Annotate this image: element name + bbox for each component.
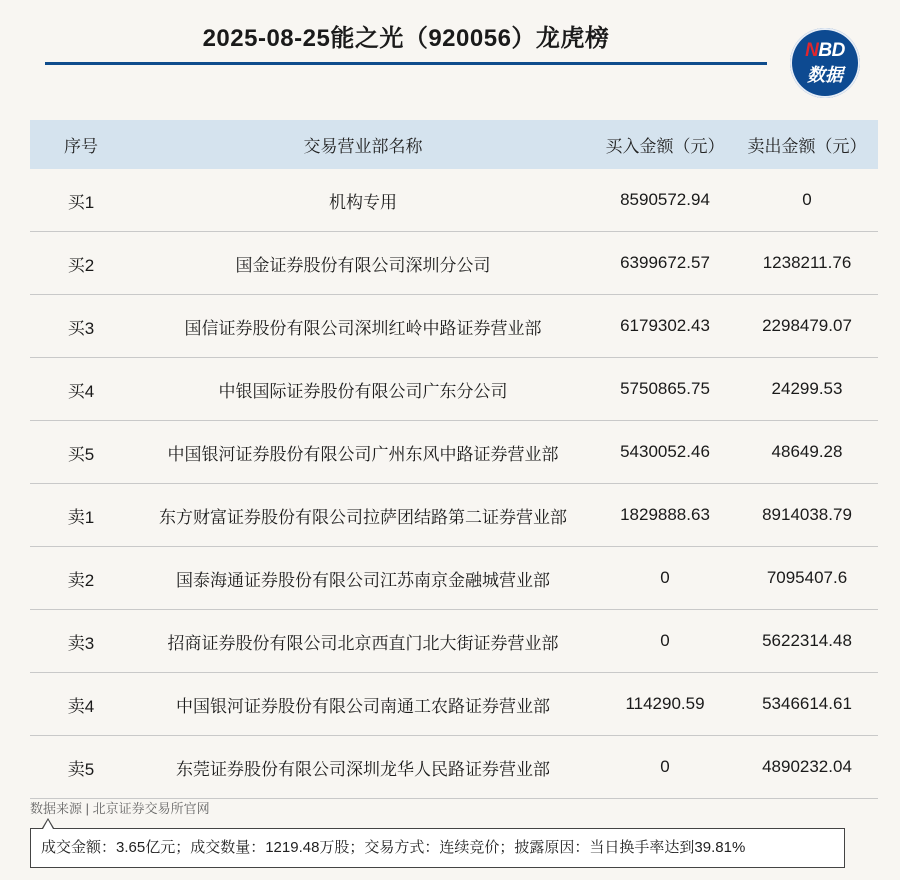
table-row	[30, 232, 878, 295]
row-branch-name: 东方财富证券股份有限公司拉萨团结路第二证券营业部	[132, 484, 594, 547]
row-sell-amount: 5622314.48	[736, 610, 878, 673]
row-sell-amount: 24299.53	[736, 358, 878, 421]
row-branch-name: 中国银河证券股份有限公司南通工农路证券营业部	[132, 673, 594, 736]
row-branch-name: 招商证券股份有限公司北京西直门北大街证券营业部	[132, 610, 594, 673]
row-buy-amount: 0	[594, 610, 736, 673]
row-sell-amount: 0	[736, 169, 878, 232]
row-sell-amount: 7095407.6	[736, 547, 878, 610]
dragon-tiger-table	[30, 120, 878, 799]
header-sell-amount: 卖出金额（元）	[736, 120, 878, 169]
row-buy-amount: 114290.59	[594, 673, 736, 736]
row-sell-amount: 8914038.79	[736, 484, 878, 547]
callout-pointer-fill	[43, 820, 53, 829]
row-branch-name: 国泰海通证券股份有限公司江苏南京金融城营业部	[132, 547, 594, 610]
logo-line1: NBD	[805, 40, 845, 61]
row-index: 卖3	[30, 610, 132, 673]
header-index: 序号	[30, 120, 132, 169]
row-index: 卖5	[30, 736, 132, 799]
header-branch-name: 交易营业部名称	[132, 120, 594, 169]
row-sell-amount: 1238211.76	[736, 232, 878, 295]
header-buy-amount: 买入金额（元）	[594, 120, 736, 169]
row-sell-amount: 5346614.61	[736, 673, 878, 736]
table-row	[30, 295, 878, 358]
table-row	[30, 484, 878, 547]
table-row	[30, 169, 878, 232]
row-branch-name: 机构专用	[132, 169, 594, 232]
table-header-row	[30, 120, 878, 169]
row-buy-amount: 5430052.46	[594, 421, 736, 484]
table-row	[30, 610, 878, 673]
row-index: 买1	[30, 169, 132, 232]
title-underline	[45, 62, 767, 65]
page-title: 2025-08-25能之光（920056）龙虎榜	[202, 25, 610, 52]
row-index: 买4	[30, 358, 132, 421]
row-branch-name: 国信证券股份有限公司深圳红岭中路证券营业部	[132, 295, 594, 358]
row-buy-amount: 8590572.94	[594, 169, 736, 232]
row-branch-name: 国金证券股份有限公司深圳分公司	[132, 232, 594, 295]
table-row	[30, 358, 878, 421]
row-branch-name: 中银国际证券股份有限公司广东分公司	[132, 358, 594, 421]
row-index: 买3	[30, 295, 132, 358]
row-index: 卖1	[30, 484, 132, 547]
row-index: 买2	[30, 232, 132, 295]
row-sell-amount: 2298479.07	[736, 295, 878, 358]
data-source: 数据来源 | 北京证券交易所官网	[30, 801, 210, 816]
row-branch-name: 中国银河证券股份有限公司广州东风中路证券营业部	[132, 421, 594, 484]
row-buy-amount: 6399672.57	[594, 232, 736, 295]
row-index: 卖4	[30, 673, 132, 736]
table-row	[30, 547, 878, 610]
row-index: 卖2	[30, 547, 132, 610]
trade-summary-note: 成交金额：3.65亿元；成交数量：1219.48万股；交易方式：连续竞价；披露原因：当日换手率达到39.81%	[30, 828, 845, 868]
nbd-data-logo	[790, 28, 860, 98]
row-branch-name: 东莞证券股份有限公司深圳龙华人民路证券营业部	[132, 736, 594, 799]
row-buy-amount: 0	[594, 547, 736, 610]
row-sell-amount: 48649.28	[736, 421, 878, 484]
row-buy-amount: 0	[594, 736, 736, 799]
row-buy-amount: 5750865.75	[594, 358, 736, 421]
row-buy-amount: 1829888.63	[594, 484, 736, 547]
logo-line2: 数据	[807, 65, 843, 85]
row-buy-amount: 6179302.43	[594, 295, 736, 358]
table-row	[30, 736, 878, 799]
row-sell-amount: 4890232.04	[736, 736, 878, 799]
table-row	[30, 421, 878, 484]
row-index: 买5	[30, 421, 132, 484]
table-row	[30, 673, 878, 736]
